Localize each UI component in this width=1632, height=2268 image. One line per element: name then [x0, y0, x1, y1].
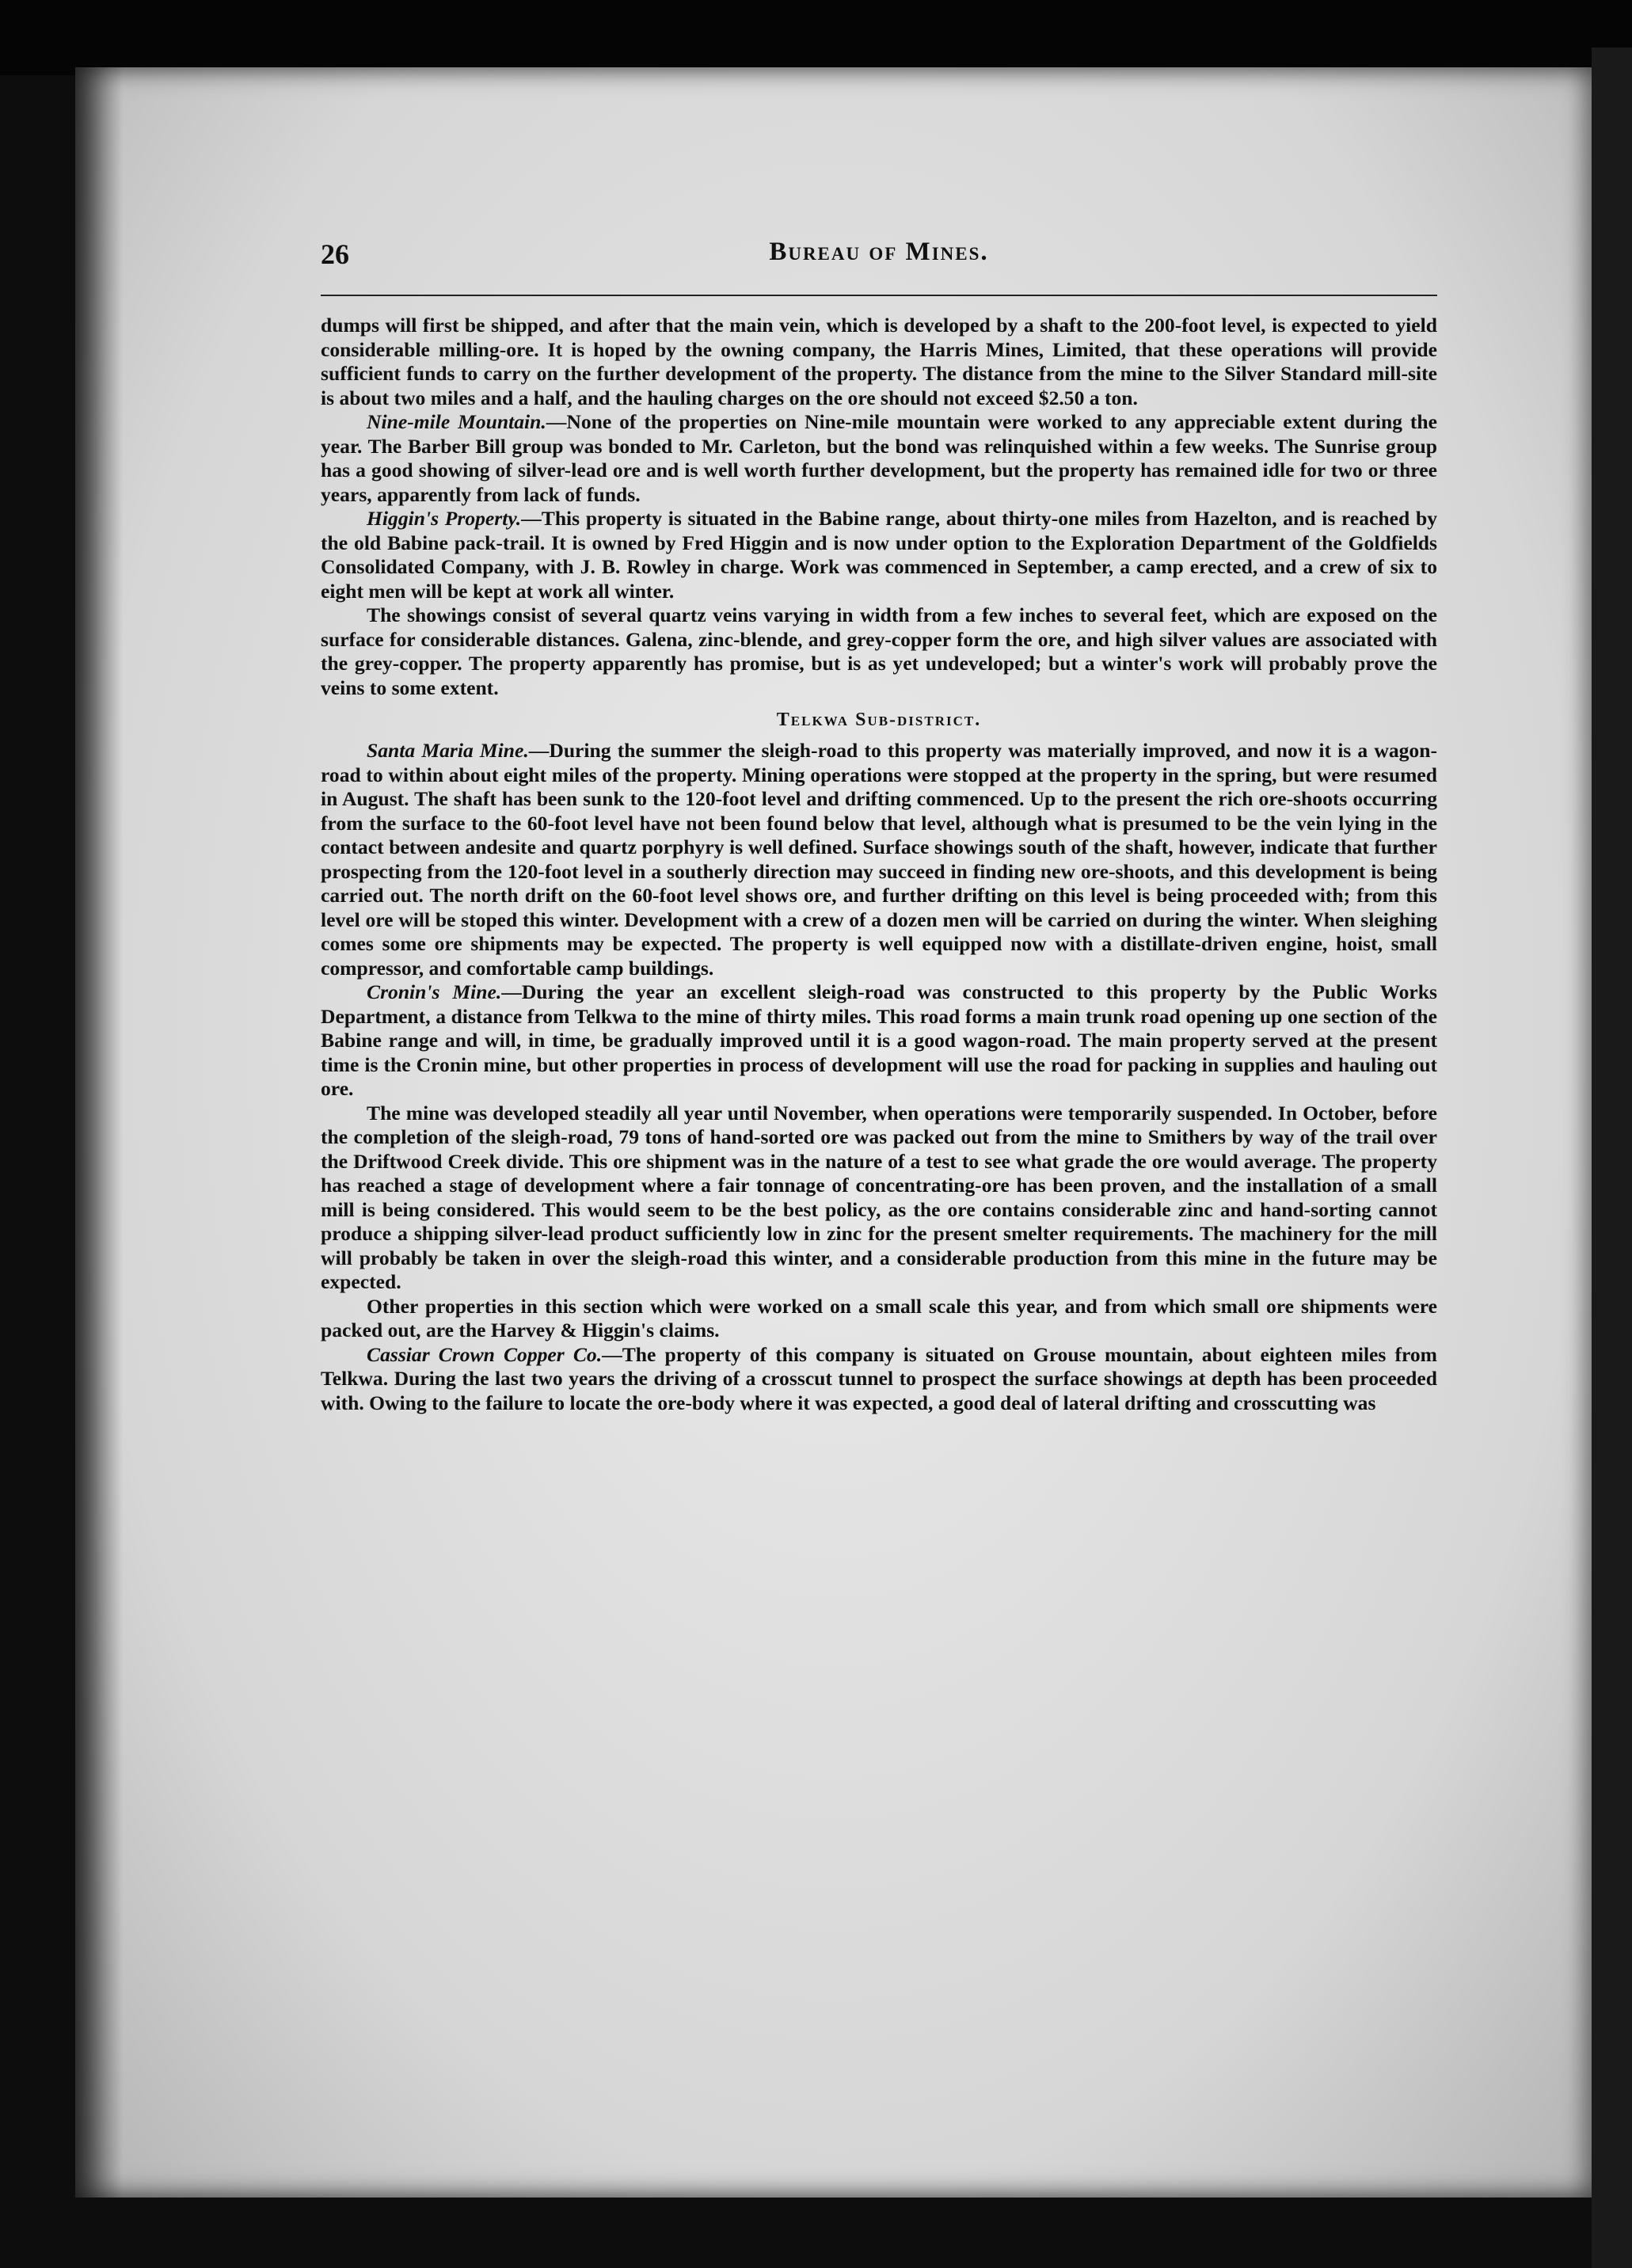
- paragraph-text: The mine was developed steadily all year until November, when operations were temporarily suspended. In October, before the completion of the sleigh-road, 79 tons of hand-sorted ore was packed out from the mine to Smithers by way of the trail over the Driftwood Creek divide. This ore shipment was in the nature of a test to see what grade the ore would average. The property has reached a stage of development where a fair tonnage of concentrating-ore has been proven, and the installation of a small mill is being considered. This would seem to be the best policy, as the ore contains considerable zinc and hand-sorting cannot produce a shipping silver-lead product sufficiently low in zinc for the present smelter requirements. The machinery for the mill will probably be taken in over the sleigh-road this winter, and a considerable production from this mine in the future may be expected.: [321, 1101, 1437, 1293]
- paragraph: [321, 1102, 1437, 1295]
- paragraph-text: Other properties in this section which were worked on a small scale this year, and from which small ore shipments were packed out, are the Harvey & Higgin's claims.: [321, 1294, 1437, 1341]
- paragraph-text: dumps will first be shipped, and after that the main vein, which is developed by a shaft to the 200-foot level, is expected to yield considerable milling-ore. It is hoped by the owning company, the Harris Mines, Limited, that these operations will provide sufficient funds to carry on the further development of the property. The distance from the mine to the Silver Standard mill-site is about two miles and a half, and the hauling charges on the ore should not exceed $2.50 a ton.: [321, 314, 1437, 409]
- paragraph: [321, 1295, 1437, 1343]
- paragraph: [321, 507, 1437, 603]
- paragraph: [321, 980, 1437, 1102]
- paragraph: [321, 739, 1437, 980]
- paragraph: [321, 314, 1437, 410]
- page-header: [321, 238, 1437, 277]
- page-gutter-shadow: [75, 67, 123, 2198]
- paragraph-text: —During the summer the sleigh-road to this property was materially improved, and now it is a wagon-road to within about eight miles of the property. Mining operations were stopped at the property in the spring, but were resumed in August. The shaft has been sunk to the 120-foot level and drifting commenced. Up to the present the rich ore-shoots occurring from the surface to the 60-foot level have not been found below that level, although what is presumed to be the vein lying in the contact between andesite and quartz porphyry is well defined. Surface showings south of the shaft, however, indicate that further prospecting from the 120-foot level in a southerly direction may succeed in finding new ore-shoots, and this development is being carried out. The north drift on the 60-foot level shows ore, and further drifting on this level is being proceeded with; from this level ore will be stoped this winter. Development with a crew of a dozen men will be carried on during the winter. When sleighing comes some ore shipments may be expected. The property is well equipped now with a distillate-driven engine, hoist, small compressor, and comfortable camp buildings.: [321, 739, 1437, 980]
- paragraph-text: —None of the properties on Nine-mile mountain were worked to any appreciable extent during the year. The Barber Bill group was bonded to Mr. Carleton, but the bond was relinquished within a few weeks. The Sunrise group has a good showing of silver-lead ore and is well worth further development, but the property has remained idle for two or three years, apparently from lack of funds.: [321, 410, 1437, 506]
- body-paragraphs: [321, 314, 1437, 700]
- running-title: Bureau of Mines.: [769, 238, 989, 266]
- scan-border-right: [1592, 48, 1632, 2268]
- paragraph-lead: Cassiar Crown Copper Co.: [367, 1342, 603, 1366]
- header-rule: [321, 295, 1437, 296]
- page-content: [321, 238, 1437, 1415]
- page-number: 26: [321, 238, 349, 270]
- paragraph-text: The showings consist of several quartz veins varying in width from a few inches to several feet, which are exposed on the surface for considerable distances. Galena, zinc-blende, and grey-copper form the ore, and high silver values are associated with the grey-copper. The property apparently has promise, but is as yet undeveloped; but a winter's work will probably prove the veins to some extent.: [321, 603, 1437, 699]
- paragraph-lead: Nine-mile Mountain.: [367, 410, 546, 433]
- paragraph-text: —The property of this company is situated on Grouse mountain, about eighteen miles from Telkwa. During the last two years the driving of a crosscut tunnel to prospect the surface showings at depth has been proceeded with. Owing to the failure to locate the ore-body where it was expected, a good deal of lateral drifting and crosscutting was: [321, 1342, 1438, 1414]
- paragraph-lead: Cronin's Mine.: [367, 980, 502, 1003]
- section-heading: Telkwa Sub-district.: [776, 710, 982, 730]
- paragraph-text: —This property is situated in the Babine range, about thirty-one miles from Hazelton, and is reached by the old Babine pack-trail. It is owned by Fred Higgin and is now under option to the Exploration Department of the Goldfields Consolidated Company, with J. B. Rowley in charge. Work was commenced in September, a camp erected, and a crew of six to eight men will be kept at work all winter.: [321, 507, 1437, 603]
- paragraph-lead: Higgin's Property.: [367, 507, 522, 530]
- paragraph: [321, 410, 1437, 507]
- paragraph-lead: Santa Maria Mine.: [367, 739, 529, 762]
- paragraph: [321, 603, 1437, 700]
- paragraph: [321, 1343, 1437, 1416]
- section-paragraphs: [321, 739, 1437, 1415]
- scan-border-top: [0, 0, 1632, 75]
- paragraph-text: —During the year an excellent sleigh-road was constructed to this property by the Public Works Department, a distance from Telkwa to the mine of thirty miles. This road forms a main trunk road opening up one section of the Babine range and will, in time, be gradually improved until it is a good wagon-road. The main property served at the present time is the Cronin mine, but other properties in process of development will use the road for packing in supplies and hauling out ore.: [321, 980, 1437, 1100]
